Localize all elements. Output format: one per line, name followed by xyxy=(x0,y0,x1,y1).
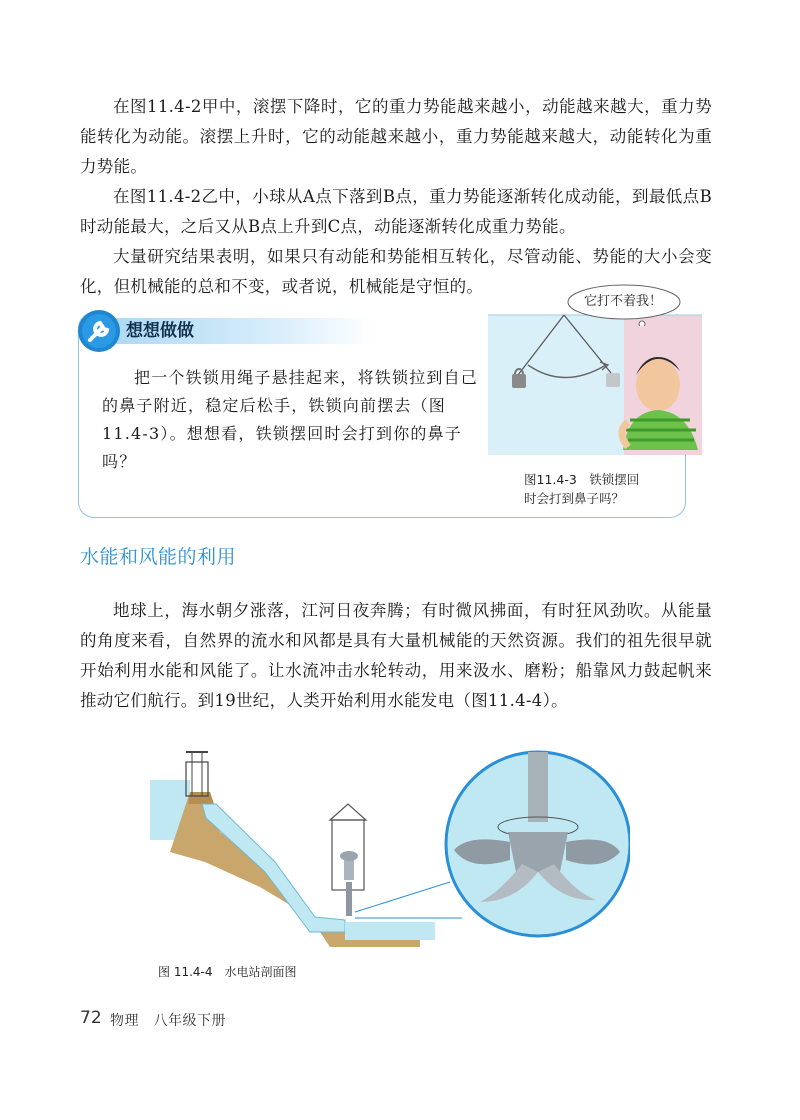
section-heading: 水能和风能的利用 xyxy=(80,546,237,568)
hydropower-station-diagram xyxy=(150,742,630,952)
activity-title: 想想做做 xyxy=(126,321,194,341)
activity-text: 把一个铁锁用绳子悬挂起来，将铁锁拉到自己的鼻子附近，稳定后松手，铁锁向前摆去（图11.4-3）。想想看，铁锁摆回时会打到你的鼻子吗？ xyxy=(102,368,479,471)
figure-caption-11-4-3-line2: 时会打到鼻子吗？ xyxy=(524,491,625,506)
paragraph-conservation: 大量研究结果表明，如果只有动能和势能相互转化，尽管动能、势能的大小会变化，但机械能的总和不变，或者说，机械能是守恒的。 xyxy=(80,247,712,296)
figure-caption-11-4-4: 图 11.4-4 水电站剖面图 xyxy=(158,965,297,979)
page-number: 72 xyxy=(80,1008,102,1028)
figure-caption-11-4-3-line1: 图11.4-3 铁锁摆回 xyxy=(524,472,640,487)
paragraph-water-wind: 地球上，海水朝夕涨落，江河日夜奔腾；有时微风拂面，有时狂风劲吹。从能量的角度来看，自然界的流水和风都是具有大量机械能的天然资源。我们的祖先很早就开始利用水能和风能了。让水流冲击水轮转动，用来汲水、磨粉；船靠风力鼓起帆来推动它们航行。到19世纪，人类开始利用水能发电（图11.4-4）。 xyxy=(80,601,712,710)
paragraph-rolling-pendulum: 在图11.4-2甲中，滚摆下降时，它的重力势能越来越小，动能越来越大，重力势能转化为动能。滚摆上升时，它的动能越来越小，重力势能越来越大，动能转化为重力势能。 xyxy=(80,97,712,176)
paragraph-ball: 在图11.4-2乙中，小球从A点下落到B点，重力势能逐渐转化成动能，到最低点B时动能最大，之后又从B点上升到C点，动能逐渐转化成重力势能。 xyxy=(80,187,712,236)
book-title: 物理 八年级下册 xyxy=(110,1013,226,1029)
speech-bubble-text: 它打不着我！ xyxy=(584,294,663,309)
wrench-icon xyxy=(76,308,122,354)
